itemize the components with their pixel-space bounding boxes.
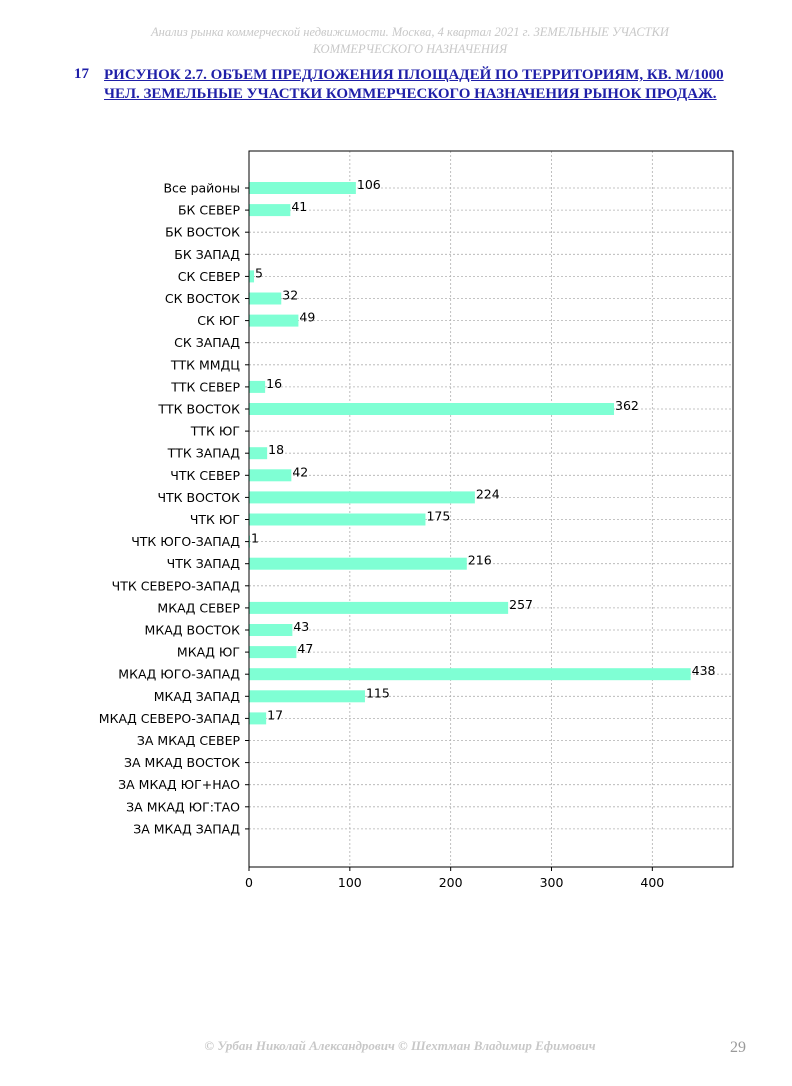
y-tick-label: СК ЗАПАД xyxy=(174,335,240,351)
y-tick-label: ЧТК ВОСТОК xyxy=(157,489,240,505)
bar xyxy=(249,293,281,305)
chart-y-axis xyxy=(99,181,249,837)
y-tick-label: ЗА МКАД ЮГ+НАО xyxy=(118,777,240,793)
y-tick-label: ЗА МКАД ЗАПАД xyxy=(133,821,240,837)
bar xyxy=(249,712,266,724)
y-tick-label: ЗА МКАД ВОСТОК xyxy=(124,755,240,771)
bar xyxy=(249,690,365,702)
y-tick-label: ЧТК ЮГ xyxy=(189,512,240,527)
y-tick-label: МКАД СЕВЕРО-ЗАПАД xyxy=(98,710,240,726)
y-tick-label: МКАД ЮГ xyxy=(176,644,240,660)
y-tick-label: СК СЕВЕР xyxy=(177,268,240,284)
y-tick-label: БК ЗАПАД xyxy=(174,246,240,262)
y-tick-label: МКАД ЮГО-ЗАПАД xyxy=(118,666,240,682)
data-label: 32 xyxy=(282,287,299,303)
chart-value-labels xyxy=(251,177,716,722)
y-tick-label: МКАД СЕВЕР xyxy=(157,600,240,616)
x-tick-label: 300 xyxy=(539,875,564,890)
data-label: 438 xyxy=(691,663,716,679)
data-label: 362 xyxy=(615,398,639,413)
data-label: 115 xyxy=(365,685,390,701)
chart-x-axis xyxy=(245,867,664,890)
y-tick-label: МКАД ЗАПАД xyxy=(153,688,240,704)
y-tick-label: ТТК ЮГ xyxy=(190,423,240,439)
plot-frame xyxy=(249,151,733,867)
bar xyxy=(249,668,691,680)
data-label: 18 xyxy=(268,442,285,458)
bar xyxy=(249,204,290,216)
y-tick-label: ТТК ММДЦ xyxy=(170,357,240,373)
y-tick-label: ЧТК ЗАПАД xyxy=(166,556,240,572)
y-tick-label: ТТК ВОСТОК xyxy=(158,401,240,417)
data-label: 16 xyxy=(266,375,283,391)
y-tick-label: МКАД ВОСТОК xyxy=(144,622,240,638)
y-tick-label: ЧТК СЕВЕР xyxy=(170,467,240,483)
x-tick-label: 200 xyxy=(438,875,463,890)
data-label: 49 xyxy=(299,309,316,325)
data-label: 47 xyxy=(297,641,314,657)
figure-title[interactable]: РИСУНОК 2.7. ОБЪЕМ ПРЕДЛОЖЕНИЯ ПЛОЩАДЕЙ ПО ТЕРРИТОРИЯМ, КВ. М/1000 ЧЕЛ. ЗЕМЕЛЬНЫЕ УЧАСТКИ КОММЕРЧЕСКОГО НАЗНАЧЕНИЯ РЫНОК ПРОДАЖ. xyxy=(104,67,724,102)
bar xyxy=(249,646,296,658)
data-label: 17 xyxy=(267,707,284,723)
bar xyxy=(249,491,475,503)
bar xyxy=(249,182,356,194)
data-label: 216 xyxy=(467,552,492,568)
y-tick-label: БК ВОСТОК xyxy=(165,224,240,240)
header-line-1: Анализ рынка коммерческой недвижимости. Москва, 4 квартал 2021 г. ЗЕМЕЛЬНЫЕ УЧАСТКИ xyxy=(151,25,669,39)
page-number: 29 xyxy=(730,1039,746,1056)
y-tick-label: Все районы xyxy=(163,180,240,196)
y-tick-label: ЗА МКАД СЕВЕР xyxy=(136,733,240,748)
footer-copyright: © Урбан Николай Александрович © Шехтман Владимир Ефимович xyxy=(204,1038,596,1053)
y-tick-label: БК СЕВЕР xyxy=(177,202,240,218)
data-label: 1 xyxy=(251,530,259,546)
figure-number: 17 xyxy=(74,66,89,82)
x-tick-label: 400 xyxy=(640,875,665,890)
bar xyxy=(249,558,467,570)
x-tick-label: 100 xyxy=(337,875,362,890)
y-tick-label: ТТК СЕВЕР xyxy=(171,379,240,395)
bar xyxy=(249,469,291,481)
data-label: 224 xyxy=(475,486,500,502)
y-tick-label: СК ЮГ xyxy=(197,313,240,329)
bar xyxy=(249,624,292,636)
y-tick-label: ЧТК ЮГО-ЗАПАД xyxy=(131,534,240,550)
bar xyxy=(249,602,508,614)
y-tick-label: ЗА МКАД ЮГ:ТАО xyxy=(126,799,240,815)
bar xyxy=(249,381,265,393)
y-tick-label: ЧТК СЕВЕРО-ЗАПАД xyxy=(111,578,240,594)
data-label: 5 xyxy=(255,265,263,281)
data-label: 106 xyxy=(356,177,381,192)
chart-grid xyxy=(249,151,733,867)
bar xyxy=(249,514,425,526)
data-label: 42 xyxy=(292,464,309,480)
bar xyxy=(249,315,298,327)
y-tick-label: СК ВОСТОК xyxy=(164,291,240,306)
data-label: 43 xyxy=(293,619,310,634)
y-tick-label: ТТК ЗАПАД xyxy=(167,445,240,461)
bar xyxy=(249,403,614,415)
data-label: 41 xyxy=(291,199,308,215)
bar xyxy=(249,270,254,282)
data-label: 175 xyxy=(426,508,451,524)
header-line-2: КОММЕРЧЕСКОГО НАЗНАЧЕНИЯ xyxy=(312,42,508,56)
data-label: 257 xyxy=(509,596,534,612)
x-tick-label: 0 xyxy=(245,875,253,890)
bar xyxy=(249,447,267,459)
